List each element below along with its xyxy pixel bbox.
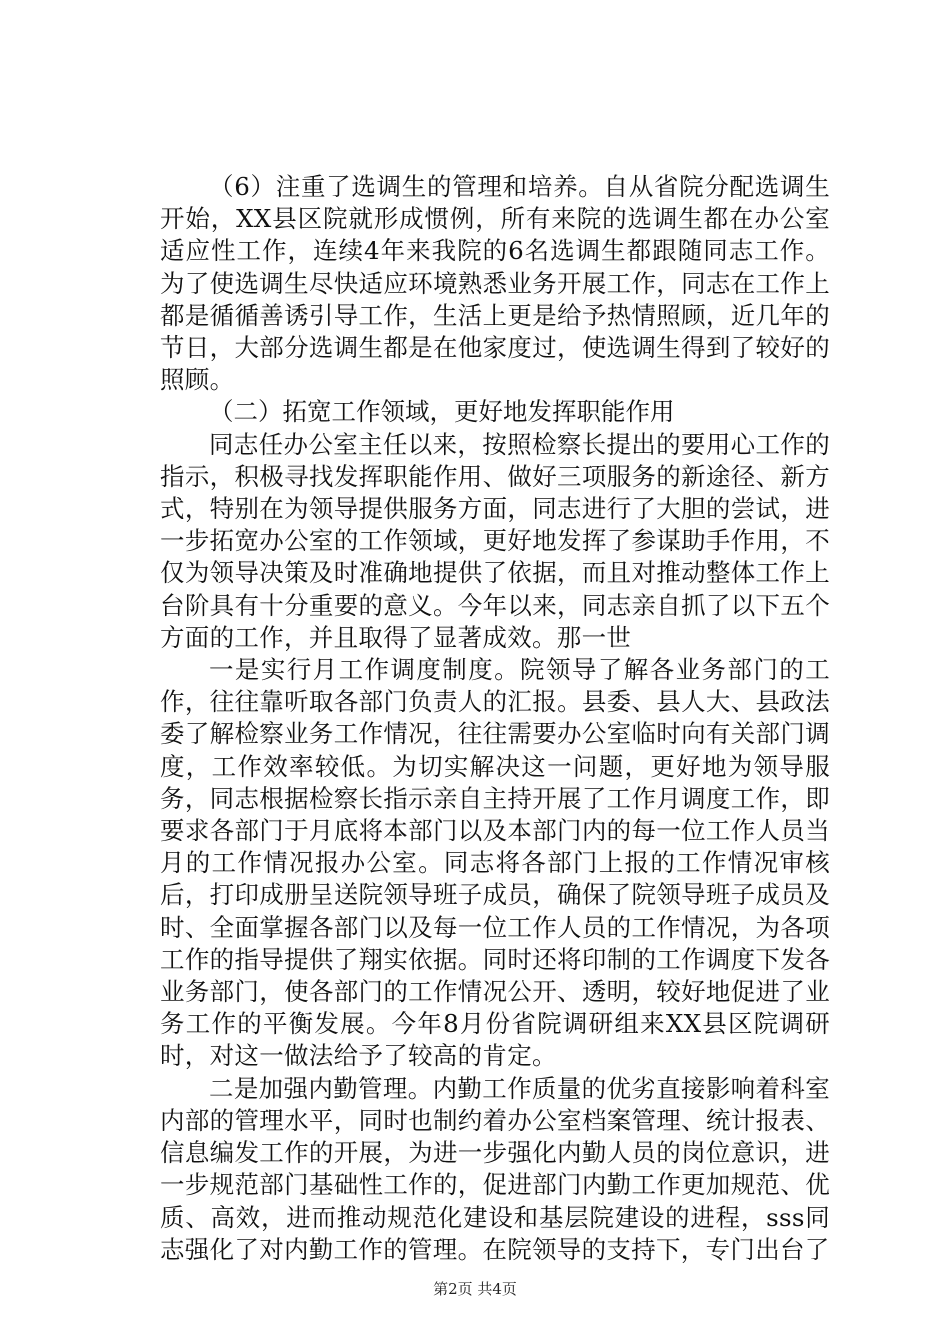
page-number-footer: 第2页 共4页 [433,1280,517,1298]
paragraph-selection-students: （6）注重了选调生的管理和培养。自从省院分配选调生开始，XX县区院就形成惯例，所有来院的选调生都在办公室适应性工作，连续4年来我院的6名选调生都跟随同志工作。为了使选调生尽快适应环境熟悉业务开展工作，同志在工作上都是循循善诱引导工作，生活上更是给予热情照顾，近几年的节日，大部分选调生都是在他家度过，使选调生得到了较好的照顾。 [160,172,830,395]
paragraph-monthly-schedule: 一是实行月工作调度制度。院领导了解各业务部门的工作，往往靠听取各部门负责人的汇报。县委、县人大、县政法委了解检察业务工作情况，往往需要办公室临时向有关部门调度，工作效率较低。为切实解决这一问题，更好地为领导服务，同志根据检察长指示亲自主持开展了工作月调度工作，即要求各部门于月底将本部门以及本部门内的每一位工作人员当月的工作情况报办公室。同志将各部门上报的工作情况审核后，打印成册呈送院领导班子成员，确保了院领导班子成员及时、全面掌握各部门以及每一位工作人员的工作情况，为各项工作的指导提供了翔实依据。同时还将印制的工作调度下发各业务部门，使各部门的工作情况公开、透明，较好地促进了业务工作的平衡发展。今年8月份省院调研组来XX县区院调研时，对这一做法给予了较高的肯定。 [160,655,830,1071]
paragraph-office-director: 同志任办公室主任以来，按照检察长提出的要用心工作的指示，积极寻找发挥职能作用、做好三项服务的新途径、新方式，特别在为领导提供服务方面，同志进行了大胆的尝试，进一步拓宽办公室的工作领域，更好地发挥了参谋助手作用，不仅为领导决策及时准确地提供了依据，而且对推动整体工作上台阶具有十分重要的意义。今年以来，同志亲自抓了以下五个方面的工作，并且取得了显著成效。那一世 [160,429,830,652]
paragraph-internal-management: 二是加强内勤管理。内勤工作质量的优劣直接影响着科室内部的管理水平，同时也制约着办公室档案管理、统计报表、信息编发工作的开展，为进一步强化内勤人员的岗位意识，进一步规范部门基础性工作的，促进部门内勤工作更加规范、优质、高效，进而推动规范化建设和基层院建设的进程，sss同志强化了对内勤工作的管理。在院领导的支持下，专门出台了 [160,1073,830,1264]
section-heading-broaden-scope: （二）拓宽工作领域，更好地发挥职能作用 [209,397,675,427]
document-body [160,171,830,1266]
